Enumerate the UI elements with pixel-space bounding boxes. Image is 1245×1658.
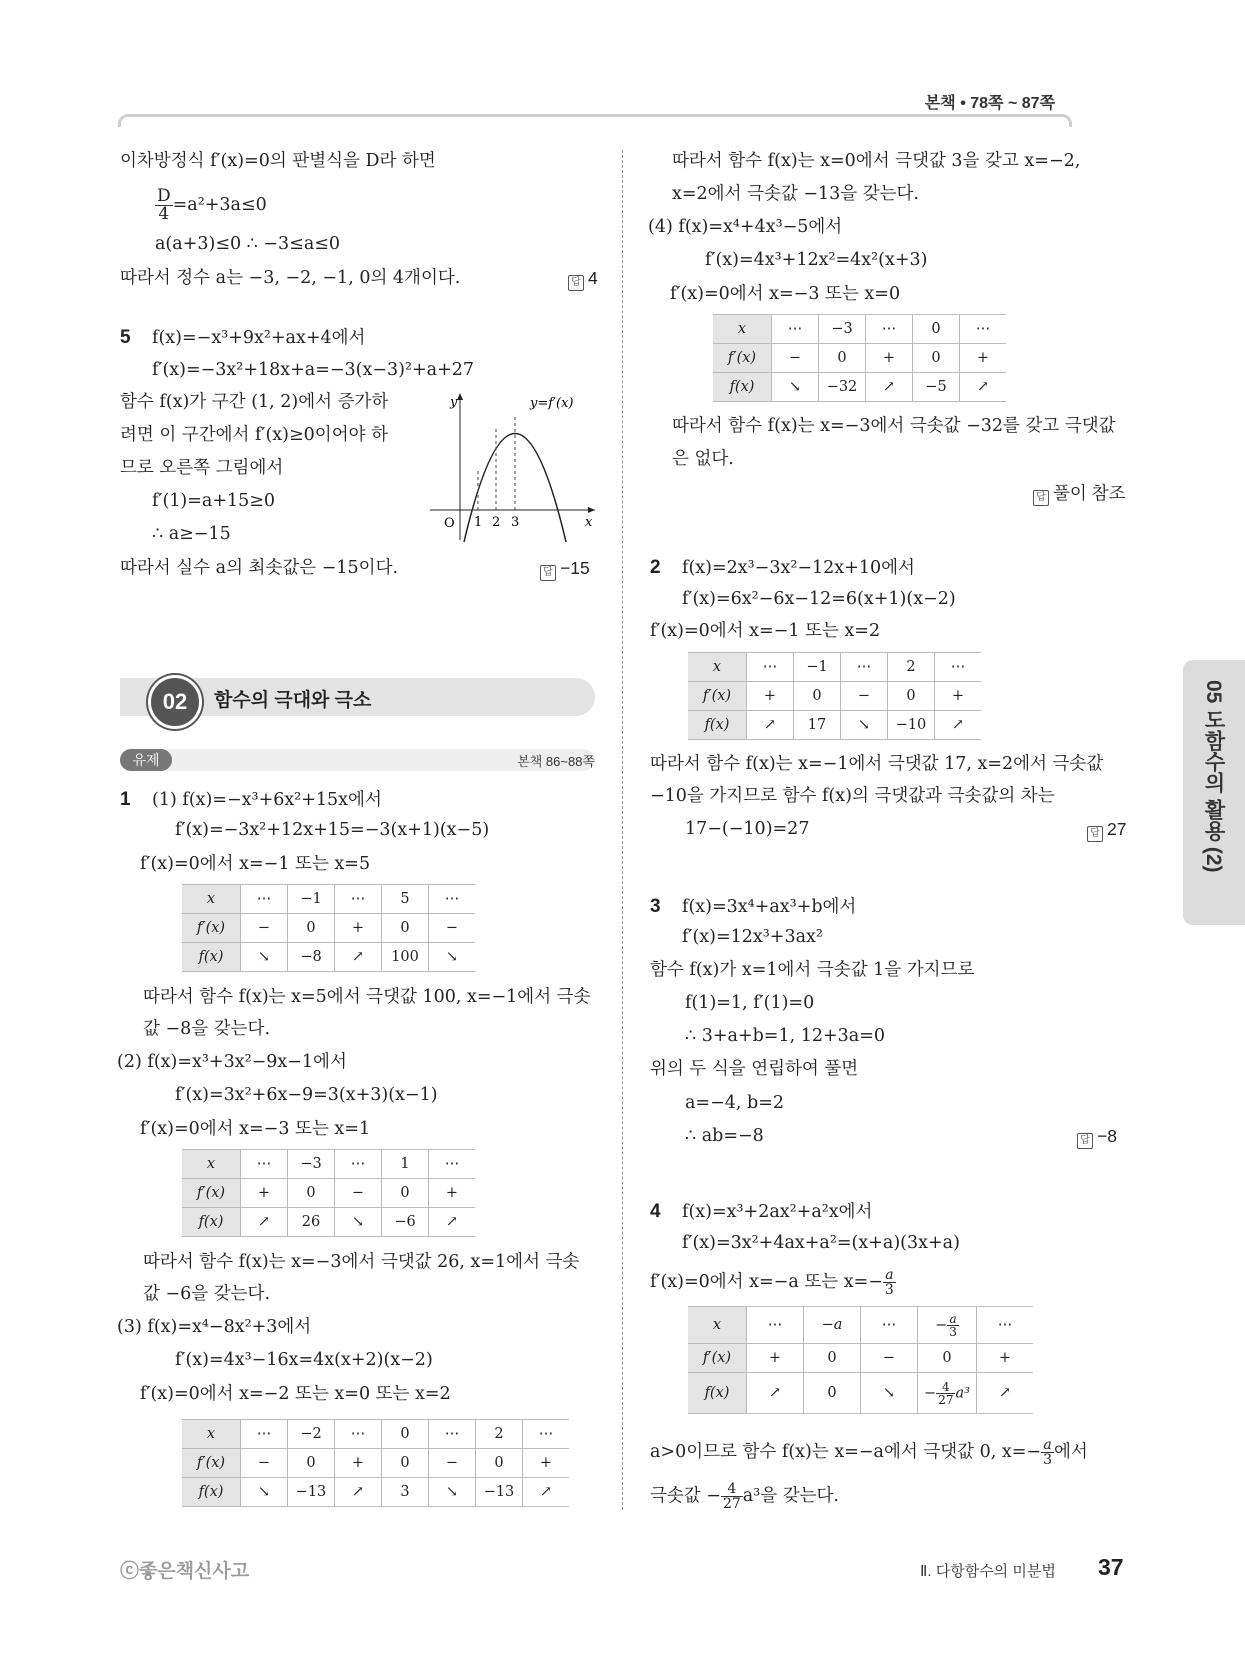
table-cell: ⋯ bbox=[241, 1150, 288, 1179]
table-cell: 0 bbox=[382, 914, 429, 943]
answer bbox=[1033, 481, 1125, 506]
text-line: (3) f(x)=x⁴−8x²+3에서 bbox=[117, 1317, 312, 1337]
table-cell: f′(x) bbox=[688, 1344, 747, 1373]
table-cell: ⋯ bbox=[841, 653, 888, 682]
text-line: f′(x)=12x³+3ax² bbox=[682, 927, 823, 947]
answer-icon: 답 bbox=[1087, 826, 1103, 842]
table-cell: − bbox=[772, 344, 819, 373]
text-line: 따라서 정수 a는 −3, −2, −1, 0의 4개이다. bbox=[120, 268, 461, 288]
text-line: a(a+3)≤0 ∴ −3≤a≤0 bbox=[155, 234, 341, 254]
text-line: 따라서 함수 f(x)는 x=−1에서 극댓값 17, x=2에서 극솟값 bbox=[650, 754, 1104, 774]
frac-den: 4 bbox=[158, 204, 170, 224]
answer-icon: 답 bbox=[540, 565, 556, 581]
power-term: a³ bbox=[955, 1385, 970, 1401]
table-cell: ⋯ bbox=[429, 885, 476, 914]
table-cell: ↘ bbox=[429, 1478, 476, 1507]
table-cell: 0 bbox=[288, 1449, 335, 1478]
frac-den: 3 bbox=[1043, 1452, 1053, 1468]
table-cell: f′(x) bbox=[182, 914, 241, 943]
table-cell: x bbox=[182, 1420, 241, 1449]
table-cell: ⋯ bbox=[772, 315, 819, 344]
frac-num: 4 bbox=[721, 1482, 743, 1497]
table-cell: f(x) bbox=[713, 373, 772, 402]
frac-num: a bbox=[947, 1313, 959, 1326]
text-line: f′(x)=−3x²+18x+a=−3(x−3)²+a+27 bbox=[152, 360, 475, 380]
table-cell: −10 bbox=[888, 711, 935, 740]
text-line: (1) f(x)=−x³+6x²+15x에서 bbox=[152, 790, 382, 810]
table-cell: 5 bbox=[382, 885, 429, 914]
text-line: =a²+3a≤0 bbox=[172, 195, 267, 215]
frac-num: 4 bbox=[936, 1381, 955, 1394]
table-cell: ↗ bbox=[241, 1208, 288, 1237]
answer bbox=[1087, 817, 1126, 842]
table-cell: − bbox=[861, 1344, 918, 1373]
table-cell bbox=[918, 1373, 977, 1414]
table-cell: ↘ bbox=[241, 1478, 288, 1507]
text-line: f(x)=x³+2ax²+a²x에서 bbox=[682, 1202, 873, 1222]
table-cell: 2 bbox=[476, 1420, 523, 1449]
table-cell: ↗ bbox=[747, 1373, 804, 1414]
text-line: −10을 가지므로 함수 f(x)의 극댓값과 극솟값의 차는 bbox=[650, 786, 1055, 806]
minus-sign: − bbox=[924, 1385, 937, 1401]
frac-den: 27 bbox=[938, 1392, 954, 1407]
text-line: ∴ 3+a+b=1, 12+3a=0 bbox=[685, 1026, 886, 1046]
table-cell: ↘ bbox=[861, 1373, 918, 1414]
text-line: f′(x)=−3x²+12x+15=−3(x+1)(x−5) bbox=[175, 820, 490, 840]
table-cell: + bbox=[335, 914, 382, 943]
table-cell: ↘ bbox=[429, 943, 476, 972]
section-number: 02 bbox=[148, 675, 202, 729]
table-cell: 0 bbox=[913, 344, 960, 373]
table-cell: −3 bbox=[288, 1150, 335, 1179]
table-cell: ⋯ bbox=[335, 1420, 382, 1449]
table-cell: 0 bbox=[804, 1344, 861, 1373]
y-axis-label: y bbox=[450, 395, 458, 410]
text-line: f(1)=1, f′(1)=0 bbox=[685, 993, 815, 1013]
table-cell: ⋯ bbox=[747, 653, 794, 682]
table-cell: + bbox=[747, 682, 794, 711]
table-cell: ⋯ bbox=[335, 1150, 382, 1179]
text-line: x=2에서 극솟값 −13을 갖는다. bbox=[672, 184, 919, 204]
table-cell: −3 bbox=[819, 315, 866, 344]
x-axis-arrow bbox=[588, 507, 595, 513]
problem-number: 5 bbox=[120, 327, 131, 348]
table-cell: 0 bbox=[288, 914, 335, 943]
text-line: ∴ a≥−15 bbox=[152, 524, 231, 544]
subsection-tag: 유제 bbox=[120, 749, 172, 771]
table-cell: ↘ bbox=[841, 711, 888, 740]
table-cell: − bbox=[241, 1449, 288, 1478]
answer-value: −15 bbox=[560, 558, 590, 578]
table-cell: + bbox=[866, 344, 913, 373]
table-cell: + bbox=[429, 1179, 476, 1208]
table-cell: −32 bbox=[819, 373, 866, 402]
text-line: 이차방정식 f′(x)=0의 판별식을 D라 하면 bbox=[120, 151, 436, 171]
table-cell: − bbox=[429, 914, 476, 943]
curve-label: y=f′(x) bbox=[530, 396, 574, 411]
table-cell: ↗ bbox=[747, 711, 794, 740]
fraction bbox=[1041, 1438, 1054, 1467]
footer-chapter: Ⅱ. 다항함수의 미분법 bbox=[920, 1563, 1056, 1580]
text-line: a=−4, b=2 bbox=[685, 1093, 785, 1113]
text-segment: 에서 bbox=[1054, 1442, 1088, 1462]
table-cell: −2 bbox=[288, 1420, 335, 1449]
table-cell: 26 bbox=[288, 1208, 335, 1237]
fraction bbox=[721, 1482, 743, 1511]
text-line: 함수 f(x)가 x=1에서 극솟값 1을 가지므로 bbox=[650, 960, 975, 980]
table-cell: ⋯ bbox=[241, 885, 288, 914]
table-cell: 0 bbox=[382, 1449, 429, 1478]
table-cell: 2 bbox=[888, 653, 935, 682]
table-cell: ⋯ bbox=[977, 1307, 1034, 1344]
text-line: f′(x)=0에서 x=−2 또는 x=0 또는 x=2 bbox=[140, 1384, 451, 1404]
answer-value: −8 bbox=[1097, 1126, 1117, 1146]
variation-table bbox=[182, 1149, 475, 1237]
table-cell: ⋯ bbox=[866, 315, 913, 344]
frac-den: 3 bbox=[949, 1324, 957, 1339]
problem-number: 3 bbox=[650, 896, 661, 917]
header-rule bbox=[118, 114, 1072, 127]
text-line: (2) f(x)=x³+3x²−9x−1에서 bbox=[117, 1052, 347, 1072]
answer-icon: 답 bbox=[568, 275, 584, 291]
text-line: f(x)=2x³−3x²−12x+10에서 bbox=[682, 558, 915, 578]
section-title: 함수의 극대와 극소 bbox=[214, 690, 372, 711]
table-cell: 0 bbox=[913, 315, 960, 344]
side-tab-label: 05 도함수의 활용 (2) bbox=[1202, 680, 1225, 873]
table-cell: ⋯ bbox=[429, 1150, 476, 1179]
text-line: f′(x)=4x³+12x²=4x²(x+3) bbox=[705, 250, 928, 270]
table-cell: 0 bbox=[918, 1344, 977, 1373]
table-cell: f(x) bbox=[182, 943, 241, 972]
table-cell: ⋯ bbox=[747, 1307, 804, 1344]
table-cell: 0 bbox=[476, 1449, 523, 1478]
table-cell: ↗ bbox=[935, 711, 982, 740]
table-cell: ⋯ bbox=[335, 885, 382, 914]
problem-number: 1 bbox=[120, 789, 131, 810]
table-cell: − bbox=[241, 914, 288, 943]
table-cell: ⋯ bbox=[429, 1420, 476, 1449]
text-segment: 극솟값 − bbox=[650, 1486, 721, 1506]
text-line: f′(x)=3x²+4ax+a²=(x+a)(3x+a) bbox=[682, 1233, 960, 1253]
text-line: f′(x)=4x³−16x=4x(x+2)(x−2) bbox=[175, 1350, 433, 1370]
x-axis-label: x bbox=[585, 515, 593, 530]
text-line: 위의 두 식을 연립하여 풀면 bbox=[650, 1059, 859, 1079]
table-cell: f′(x) bbox=[688, 682, 747, 711]
answer-icon: 답 bbox=[1033, 490, 1049, 506]
table-cell: ↘ bbox=[335, 1208, 382, 1237]
tick-label: 3 bbox=[511, 515, 520, 530]
text-line: f′(1)=a+15≥0 bbox=[152, 491, 276, 511]
tick-label: 2 bbox=[492, 515, 501, 530]
table-cell: 0 bbox=[888, 682, 935, 711]
table-cell: + bbox=[935, 682, 982, 711]
variation-table bbox=[688, 1306, 1033, 1414]
text-line: f′(x)=0에서 x=−1 또는 x=5 bbox=[140, 854, 371, 874]
table-cell: x bbox=[688, 653, 747, 682]
table-cell: x bbox=[688, 1307, 747, 1344]
frac-den: 27 bbox=[722, 1496, 741, 1512]
table-cell: ↘ bbox=[772, 373, 819, 402]
variation-table bbox=[182, 1419, 569, 1507]
text-line: f′(x)=3x²+6x−9=3(x+3)(x−1) bbox=[175, 1085, 438, 1105]
table-cell: 1 bbox=[382, 1150, 429, 1179]
table-cell: −13 bbox=[476, 1478, 523, 1507]
text-line: 따라서 실수 a의 최솟값은 −15이다. bbox=[120, 558, 399, 578]
table-cell: −13 bbox=[288, 1478, 335, 1507]
table-cell: 0 bbox=[382, 1179, 429, 1208]
table-cell: 0 bbox=[794, 682, 841, 711]
tick-label: 1 bbox=[474, 515, 483, 530]
table-cell: + bbox=[747, 1344, 804, 1373]
table-cell: −1 bbox=[288, 885, 335, 914]
column-divider bbox=[622, 150, 623, 1510]
derivative-graph bbox=[420, 390, 600, 545]
text-line: f(x)=−x³+9x²+ax+4에서 bbox=[152, 328, 366, 348]
minus-sign: − bbox=[935, 1317, 948, 1333]
text-line: 함수 f(x)가 구간 (1, 2)에서 증가하 bbox=[120, 392, 389, 412]
table-cell: + bbox=[523, 1449, 570, 1478]
table-cell: + bbox=[241, 1179, 288, 1208]
text-segment: a³을 갖는다. bbox=[742, 1486, 839, 1506]
table-cell: ↘ bbox=[241, 943, 288, 972]
table-cell: −1 bbox=[794, 653, 841, 682]
text-line: f′(x)=0에서 x=−3 또는 x=0 bbox=[670, 284, 901, 304]
answer-icon: 답 bbox=[1077, 1133, 1093, 1149]
table-cell: + bbox=[960, 344, 1007, 373]
table-cell: 100 bbox=[382, 943, 429, 972]
table-cell: ⋯ bbox=[523, 1420, 570, 1449]
text-line bbox=[650, 1476, 839, 1516]
table-cell: ↗ bbox=[523, 1478, 570, 1507]
table-cell: 17 bbox=[794, 711, 841, 740]
table-cell: x bbox=[182, 1150, 241, 1179]
table-cell: 0 bbox=[288, 1179, 335, 1208]
table-cell: ↗ bbox=[429, 1208, 476, 1237]
text-line: 따라서 함수 f(x)는 x=−3에서 극솟값 −32를 갖고 극댓값 bbox=[672, 416, 1116, 436]
table-cell: − bbox=[429, 1449, 476, 1478]
table-cell: ⋯ bbox=[960, 315, 1007, 344]
table-cell: − bbox=[335, 1179, 382, 1208]
answer-value: 4 bbox=[588, 268, 598, 288]
text-segment: f′(x)=0에서 x=−a 또는 x=− bbox=[650, 1272, 883, 1292]
text-line: 17−(−10)=27 bbox=[685, 819, 810, 839]
table-cell: x bbox=[713, 315, 772, 344]
header-ref: 본책 • 78쪽 ~ 87쪽 bbox=[924, 95, 1055, 112]
text-line: 므로 오른쪽 그림에서 bbox=[120, 458, 284, 478]
table-cell: ↗ bbox=[335, 943, 382, 972]
fraction bbox=[947, 1313, 959, 1338]
text-line: 따라서 함수 f(x)는 x=0에서 극댓값 3을 갖고 x=−2, bbox=[672, 151, 1081, 171]
table-cell: −6 bbox=[382, 1208, 429, 1237]
text-line: 값 −8을 갖는다. bbox=[143, 1019, 271, 1039]
problem-number: 2 bbox=[650, 557, 661, 578]
table-cell: + bbox=[977, 1344, 1034, 1373]
table-cell: 3 bbox=[382, 1478, 429, 1507]
fraction bbox=[936, 1381, 955, 1406]
table-cell: f′(x) bbox=[182, 1179, 241, 1208]
text-line bbox=[650, 1262, 896, 1302]
table-cell: 0 bbox=[819, 344, 866, 373]
table-cell: ↗ bbox=[960, 373, 1007, 402]
text-line: 따라서 함수 f(x)는 x=5에서 극댓값 100, x=−1에서 극솟 bbox=[143, 987, 591, 1007]
frac-num: a bbox=[1041, 1438, 1054, 1453]
table-cell: 0 bbox=[804, 1373, 861, 1414]
table-cell: ↗ bbox=[866, 373, 913, 402]
table-cell bbox=[918, 1307, 977, 1344]
table-cell: + bbox=[335, 1449, 382, 1478]
text-line bbox=[155, 188, 267, 223]
frac-num: D bbox=[157, 186, 171, 206]
table-cell: ⋯ bbox=[935, 653, 982, 682]
variation-table bbox=[713, 314, 1006, 402]
frac-num: a bbox=[883, 1268, 896, 1283]
table-cell: x bbox=[182, 885, 241, 914]
footer-logo: ⓒ좋은책신사고 bbox=[120, 1561, 250, 1582]
fraction bbox=[883, 1268, 896, 1297]
table-cell: f(x) bbox=[182, 1478, 241, 1507]
answer-value: 풀이 참조 bbox=[1053, 483, 1126, 503]
text-line: f(x)=3x⁴+ax³+b에서 bbox=[682, 897, 857, 917]
subsection-ref: 본책 86~88쪽 bbox=[517, 754, 595, 769]
table-cell: ↗ bbox=[977, 1373, 1034, 1414]
table-cell: f(x) bbox=[688, 1373, 747, 1414]
table-cell: ↗ bbox=[335, 1478, 382, 1507]
answer bbox=[540, 556, 590, 581]
origin-label: O bbox=[444, 516, 455, 531]
table-cell: f(x) bbox=[688, 711, 747, 740]
table-cell: − bbox=[841, 682, 888, 711]
variation-table bbox=[182, 884, 475, 972]
text-line bbox=[650, 1432, 1088, 1472]
text-line: ∴ ab=−8 bbox=[685, 1126, 764, 1146]
y-axis-arrow bbox=[457, 393, 463, 400]
page-number: 37 bbox=[1098, 1554, 1124, 1580]
variation-table bbox=[688, 652, 981, 740]
table-cell: 0 bbox=[382, 1420, 429, 1449]
table-cell: f′(x) bbox=[713, 344, 772, 373]
text-line: 은 없다. bbox=[672, 449, 734, 469]
table-cell: ⋯ bbox=[861, 1307, 918, 1344]
answer bbox=[1077, 1124, 1117, 1149]
text-line: f′(x)=6x²−6x−12=6(x+1)(x−2) bbox=[682, 589, 956, 609]
table-cell: −8 bbox=[288, 943, 335, 972]
table-cell: −a bbox=[804, 1307, 861, 1344]
table-cell: f(x) bbox=[182, 1208, 241, 1237]
text-line: f′(x)=0에서 x=−1 또는 x=2 bbox=[650, 621, 881, 641]
table-cell: f′(x) bbox=[182, 1449, 241, 1478]
text-line: 따라서 함수 f(x)는 x=−3에서 극댓값 26, x=1에서 극솟 bbox=[143, 1252, 580, 1272]
answer-value: 27 bbox=[1107, 819, 1127, 839]
problem-number: 4 bbox=[650, 1201, 661, 1222]
text-line: f′(x)=0에서 x=−3 또는 x=1 bbox=[140, 1119, 371, 1139]
table-cell: ⋯ bbox=[241, 1420, 288, 1449]
answer bbox=[568, 266, 598, 291]
table-cell: −5 bbox=[913, 373, 960, 402]
text-line: 값 −6을 갖는다. bbox=[143, 1284, 271, 1304]
text-line: 려면 이 구간에서 f′(x)≥0이어야 하 bbox=[120, 425, 388, 445]
text-segment: a>0이므로 함수 f(x)는 x=−a에서 극댓값 0, x=− bbox=[650, 1442, 1042, 1462]
frac-den: 3 bbox=[884, 1282, 894, 1298]
text-line: (4) f(x)=x⁴+4x³−5에서 bbox=[648, 217, 843, 237]
